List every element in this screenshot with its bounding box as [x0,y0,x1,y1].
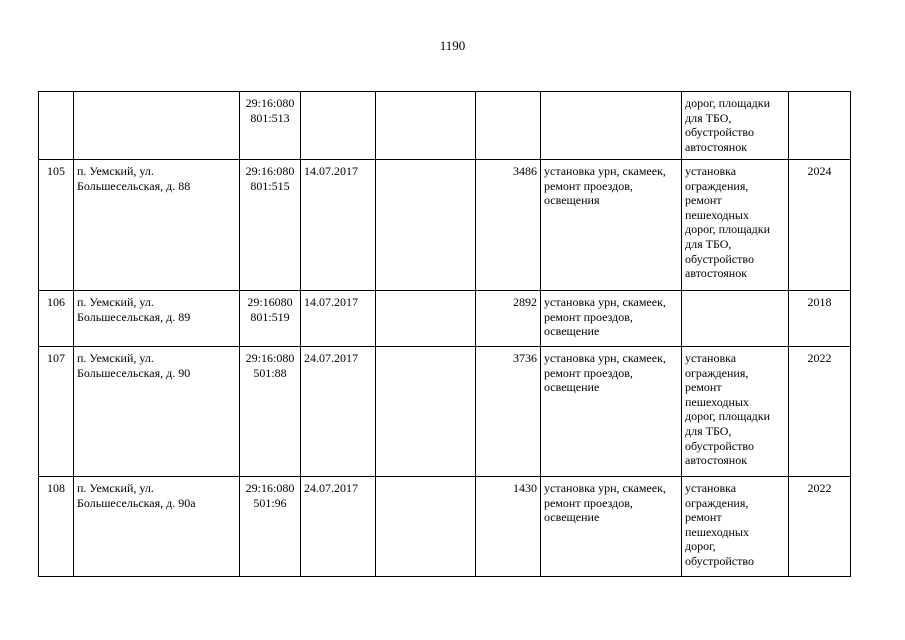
row-year: 2022 [789,347,851,477]
row-year: 2024 [789,160,851,291]
row-date: 24.07.2017 [301,477,376,577]
row-number: 108 [39,477,74,577]
row-number [39,92,74,160]
row-address: п. Уемский, ул. Большесельская, д. 88 [74,160,240,291]
row-area [476,92,541,160]
table-row [39,347,851,477]
row-area: 3486 [476,160,541,291]
row-date: 14.07.2017 [301,160,376,291]
row-extra [376,92,476,160]
row-address: п. Уемский, ул. Большесельская, д. 89 [74,291,240,347]
page-number: 1190 [439,38,466,53]
row-cadastral-number: 29:16:080 801:515 [240,160,301,291]
row-extra [376,291,476,347]
row-address: п. Уемский, ул. Большесельская, д. 90а [74,477,240,577]
table-row [39,291,851,347]
row-year: 2022 [789,477,851,577]
row-number: 105 [39,160,74,291]
table-row [39,160,851,291]
row-works-done: установка урн, скамеек, ремонт проездов, освещение [541,291,682,347]
row-extra [376,477,476,577]
row-cadastral-number: 29:16:080 501:88 [240,347,301,477]
row-year: 2018 [789,291,851,347]
row-works-planned: установка ограждения, ремонт пешеходных дорог, обустройство [682,477,789,577]
row-address: п. Уемский, ул. Большесельская, д. 90 [74,347,240,477]
row-address [74,92,240,160]
table-row [39,477,851,577]
row-works-planned: установка ограждения, ремонт пешеходных дорог, площадки для ТБО, обустройство автостоянок [682,160,789,291]
row-works-planned: дорог, площадки для ТБО, обустройство автостоянок [682,92,789,160]
row-cadastral-number: 29:16:080 801:513 [240,92,301,160]
row-works-done: установка урн, скамеек, ремонт проездов, освещение [541,347,682,477]
row-number: 106 [39,291,74,347]
row-date: 14.07.2017 [301,291,376,347]
row-extra [376,347,476,477]
table-row [39,92,851,160]
row-works-done: установка урн, скамеек, ремонт проездов, освещения [541,160,682,291]
row-area: 2892 [476,291,541,347]
row-date [301,92,376,160]
row-works-done: установка урн, скамеек, ремонт проездов, освещение [541,477,682,577]
row-cadastral-number: 29:16080 801:519 [240,291,301,347]
row-number: 107 [39,347,74,477]
row-cadastral-number: 29:16:080 501:96 [240,477,301,577]
row-works-planned: установка ограждения, ремонт пешеходных дорог, площадки для ТБО, обустройство автостоянок [682,347,789,477]
row-area: 3736 [476,347,541,477]
row-extra [376,160,476,291]
row-year [789,92,851,160]
register-table [38,91,851,577]
row-works-planned [682,291,789,347]
row-date: 24.07.2017 [301,347,376,477]
row-works-done [541,92,682,160]
row-area: 1430 [476,477,541,577]
